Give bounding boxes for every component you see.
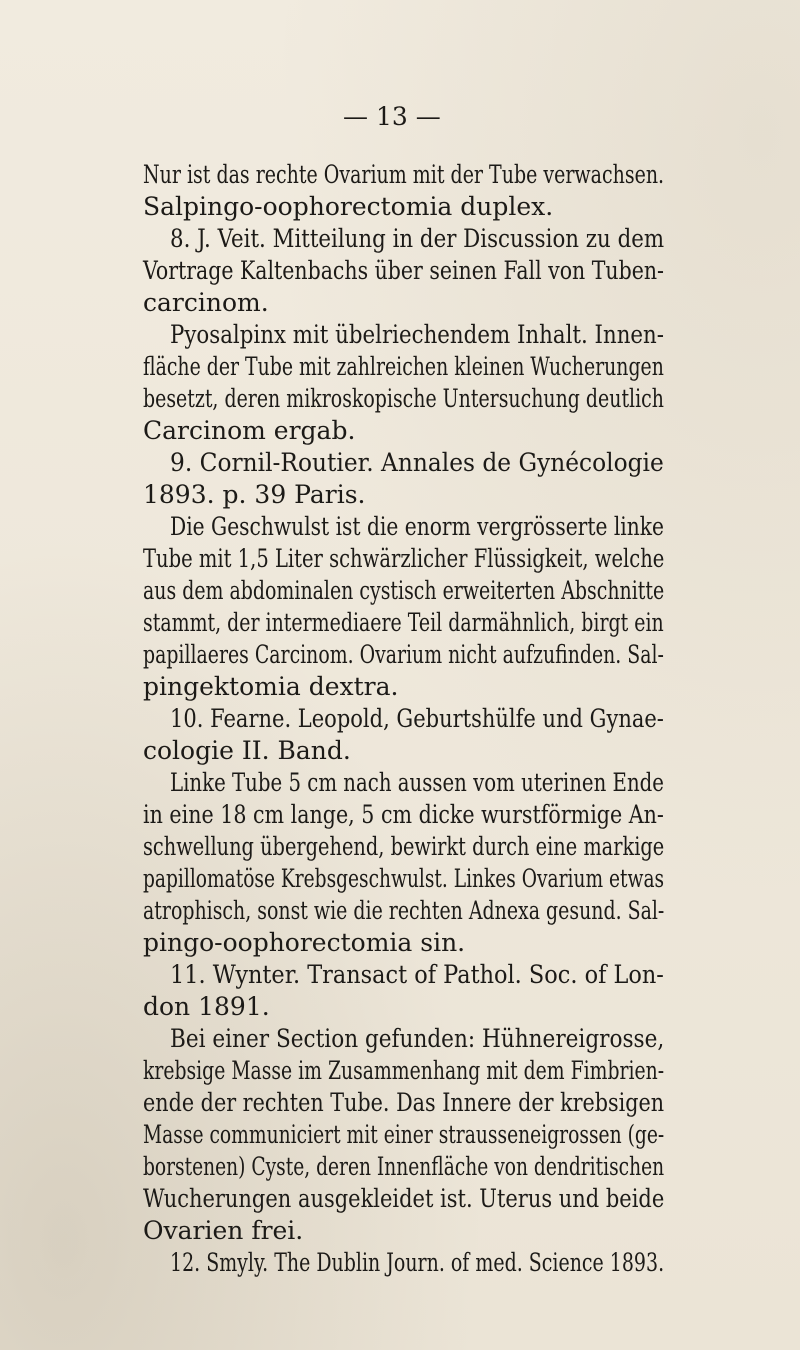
text-line: atrophisch, sonst wie die rechten Adnexa gesund. Sal- [143, 896, 665, 925]
text-line: 12. Smyly. The Dublin Journ. of med. Science 1893. [170, 1248, 665, 1277]
text-line: 9. Cornil-Routier. Annales de Gynécologie [170, 448, 664, 477]
text-line: Salpingo-oophorectomia duplex. [143, 192, 554, 221]
text-line: cologie II. Band. [143, 736, 351, 765]
text-line: Linke Tube 5 cm nach aussen vom uterinen Ende [170, 768, 664, 797]
text-line: borstenen) Cyste, deren Innenfläche von dendritischen [143, 1152, 665, 1181]
text-line: papillaeres Carcinom. Ovarium nicht aufzufinden. Sal- [143, 640, 664, 669]
text-line: Nur ist das rechte Ovarium mit der Tube verwachsen. [143, 160, 665, 189]
text-line: 10. Fearne. Leopold, Geburtshülfe und Gynae- [170, 704, 664, 733]
text-line: Pyosalpinx mit übelriechendem Inhalt. Innen- [170, 320, 665, 349]
text-line: krebsige Masse im Zusammenhang mit dem Fimbrien- [143, 1056, 665, 1085]
text-line: in eine 18 cm lange, 5 cm dicke wurstförmige An- [143, 800, 664, 829]
text-line: papillomatöse Krebsgeschwulst. Linkes Ovarium etwas [143, 864, 665, 893]
text-line: stammt, der intermediaere Teil darmähnlich, birgt ein [143, 608, 664, 637]
text-line: besetzt, deren mikroskopische Untersuchung deutlich [143, 384, 664, 413]
text-line: Bei einer Section gefunden: Hühnereigrosse, [170, 1024, 665, 1053]
text-line: carcinom. [143, 288, 269, 317]
text-line: don 1891. [143, 992, 270, 1021]
text-line: Tube mit 1,5 Liter schwärzlicher Flüssigkeit, welche [143, 544, 665, 573]
text-line: pingektomia dextra. [143, 672, 399, 701]
text-line: fläche der Tube mit zahlreichen kleinen Wucherungen [143, 352, 664, 381]
text-line: 11. Wynter. Transact of Pathol. Soc. of Lon- [170, 960, 664, 989]
text-line: Ovarien frei. [143, 1216, 304, 1245]
text-line: 8. J. Veit. Mitteilung in der Discussion zu dem [170, 224, 665, 253]
text-line: Masse communiciert mit einer strausseneigrossen (ge- [143, 1120, 665, 1149]
text-line: pingo-oophorectomia sin. [143, 928, 466, 957]
text-line: Die Geschwulst ist die enorm vergrösserte linke [170, 512, 665, 541]
text-line: schwellung übergehend, bewirkt durch eine markige [143, 832, 665, 861]
text-line: aus dem abdominalen cystisch erweiterten Abschnitte [143, 576, 665, 605]
text-line: ende der rechten Tube. Das Innere der krebsigen [143, 1088, 665, 1117]
text-line: Carcinom ergab. [143, 416, 356, 445]
text-line: Vortrage Kaltenbachs über seinen Fall von Tuben- [143, 256, 664, 285]
text-line: 1893. p. 39 Paris. [143, 480, 366, 509]
page-number: — 13 — [343, 102, 441, 131]
text-line: Wucherungen ausgekleidet ist. Uterus und beide [143, 1184, 665, 1213]
